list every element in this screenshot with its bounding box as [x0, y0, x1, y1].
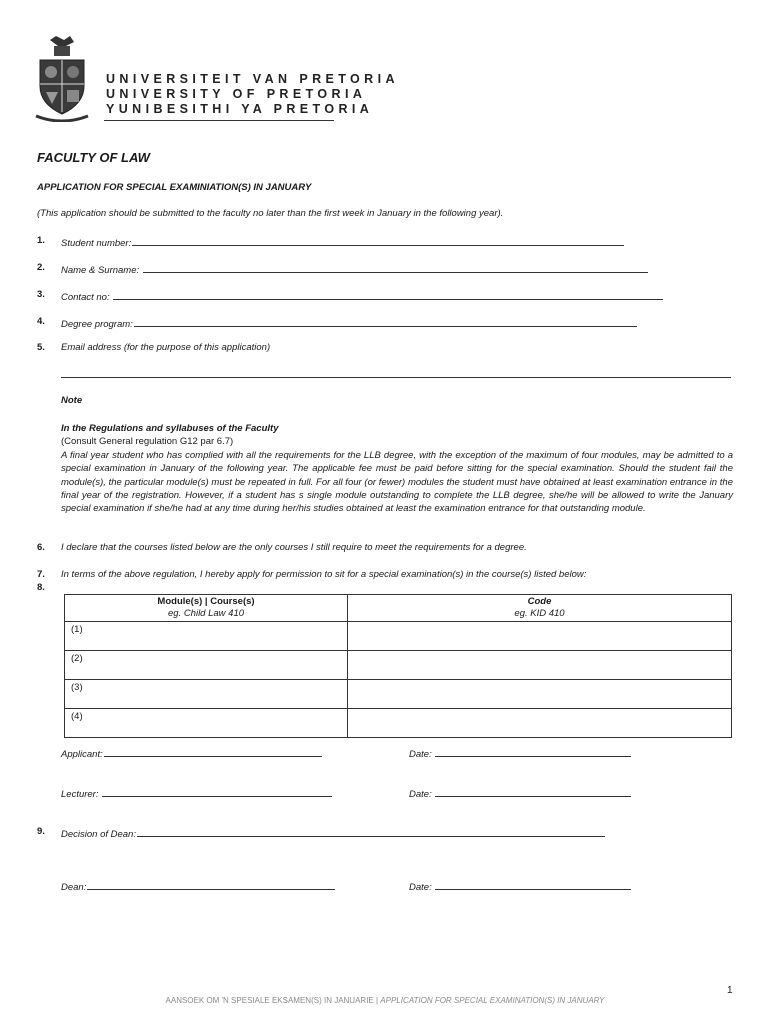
table-header-row: [65, 595, 732, 622]
page-footer: [0, 996, 770, 1005]
dean-label: Dean:: [61, 882, 87, 893]
lecturer-date-line[interactable]: [435, 786, 631, 797]
degree-program-label: Degree program:: [61, 319, 133, 330]
header-rule: [104, 120, 334, 121]
footer-english: APPLICATION FOR SPECIAL EXAMINATION(S) IN JANUARY: [380, 996, 605, 1005]
dean-date-line[interactable]: [435, 879, 631, 890]
applicant-line[interactable]: [104, 746, 322, 757]
module-cell[interactable]: (2): [65, 651, 348, 680]
module-example: eg. Child Law 410: [167, 608, 245, 619]
table-row: [65, 709, 732, 738]
table-row: [65, 680, 732, 709]
code-example: eg. KID 410: [514, 608, 565, 619]
name-surname-line[interactable]: [143, 262, 648, 273]
applicant-date-field[interactable]: [409, 746, 631, 760]
table-row: [65, 651, 732, 680]
email-address-line[interactable]: [61, 377, 731, 378]
student-number-line[interactable]: [132, 235, 624, 246]
note-reference: (Consult General regulation G12 par 6.7): [61, 436, 234, 448]
dean-decision-label: Decision of Dean:: [61, 829, 136, 840]
code-header-label: Code: [527, 596, 552, 607]
application-statement: In terms of the above regulation, I hereby apply for permission to sit for a special examination(s) in the course(s) listed below:: [61, 569, 587, 580]
applicant-signature-field[interactable]: [61, 746, 322, 760]
student-number-label: Student number:: [61, 238, 132, 249]
question-number: 5.: [37, 342, 45, 353]
question-number: 4.: [37, 316, 45, 327]
note-heading: In the Regulations and syllabuses of the Faculty: [61, 423, 279, 434]
lecturer-line[interactable]: [102, 786, 332, 797]
note-title: Note: [61, 395, 83, 406]
lecturer-signature-field[interactable]: [61, 786, 332, 800]
name-surname-label: Name & Surname:: [61, 265, 142, 276]
dean-signature-field[interactable]: [61, 879, 335, 893]
question-number: 3.: [37, 289, 45, 300]
code-cell[interactable]: [348, 622, 732, 651]
code-cell[interactable]: [348, 651, 732, 680]
dean-decision-line[interactable]: [137, 826, 605, 837]
dean-date-field[interactable]: [409, 879, 631, 893]
table-row: [65, 622, 732, 651]
code-column-header: [348, 595, 732, 622]
dean-decision-field[interactable]: [61, 826, 605, 840]
question-number: 2.: [37, 262, 45, 273]
contact-number-field[interactable]: [61, 289, 663, 303]
module-cell[interactable]: (1): [65, 622, 348, 651]
module-cell[interactable]: (3): [65, 680, 348, 709]
question-number: 7.: [37, 569, 45, 580]
contact-number-line[interactable]: [113, 289, 663, 300]
footer-afrikaans: AANSOEK OM 'N SPESIALE EKSAMEN(S) IN JANUARIE |: [165, 996, 381, 1005]
course-table: [64, 594, 732, 738]
contact-number-label: Contact no:: [61, 292, 113, 303]
code-cell[interactable]: [348, 680, 732, 709]
code-cell[interactable]: [348, 709, 732, 738]
page-number: 1: [727, 985, 733, 996]
question-number: 1.: [37, 235, 45, 246]
form-title: APPLICATION FOR SPECIAL EXAMINIATION(S) IN JANUARY: [37, 182, 312, 193]
date-label: Date:: [409, 749, 435, 760]
applicant-date-line[interactable]: [435, 746, 631, 757]
faculty-title: FACULTY OF LAW: [37, 150, 150, 165]
module-header-label: Module(s) | Course(s): [157, 596, 255, 607]
question-number: 8.: [37, 582, 45, 593]
declaration-text: I declare that the courses listed below are the only courses I still require to meet the requirements for a degree.: [61, 542, 527, 553]
question-number: 6.: [37, 542, 45, 553]
module-cell[interactable]: (4): [65, 709, 348, 738]
note-paragraph: A final year student who has complied with all the requirements for the LLB degree, with the exception of the maximum of four modules, may be admitted to a special examination in January of the following year. The applicable fee must be paid before sitting for the special examination. Should the student fail the module(s), the particular module(s) must be repeated in full. For all four (or fewer) modules the student must have obtained at least examination entrance in the final year of the registration. However, if a student has s single module outstanding to complete the LLB degree, she/he will be allowed to write the January special examination if she/he had at any time during her/his studies obtained at least the examination entrance for that outstanding module.: [61, 449, 733, 515]
applicant-label: Applicant:: [61, 749, 103, 760]
student-number-field[interactable]: [61, 235, 624, 249]
university-name-english: UNIVERSITY OF PRETORIA: [106, 87, 367, 101]
university-crest-logo: [34, 34, 90, 122]
note-block: [61, 422, 733, 516]
lecturer-date-field[interactable]: [409, 786, 631, 800]
lecturer-label: Lecturer:: [61, 789, 102, 800]
module-column-header: [65, 595, 348, 622]
date-label: Date:: [409, 882, 435, 893]
question-number: 9.: [37, 826, 45, 837]
date-label: Date:: [409, 789, 435, 800]
email-label: Email address (for the purpose of this application): [61, 342, 271, 353]
degree-program-field[interactable]: [61, 316, 637, 330]
name-surname-field[interactable]: [61, 262, 648, 276]
dean-line[interactable]: [87, 879, 335, 890]
submission-instruction: (This application should be submitted to the faculty no later than the first week in January in the following year).: [37, 208, 504, 219]
university-name-afrikaans: UNIVERSITEIT VAN PRETORIA: [106, 72, 399, 86]
university-name-sepedi: YUNIBESITHI YA PRETORIA: [106, 102, 374, 116]
degree-program-line[interactable]: [134, 316, 637, 327]
